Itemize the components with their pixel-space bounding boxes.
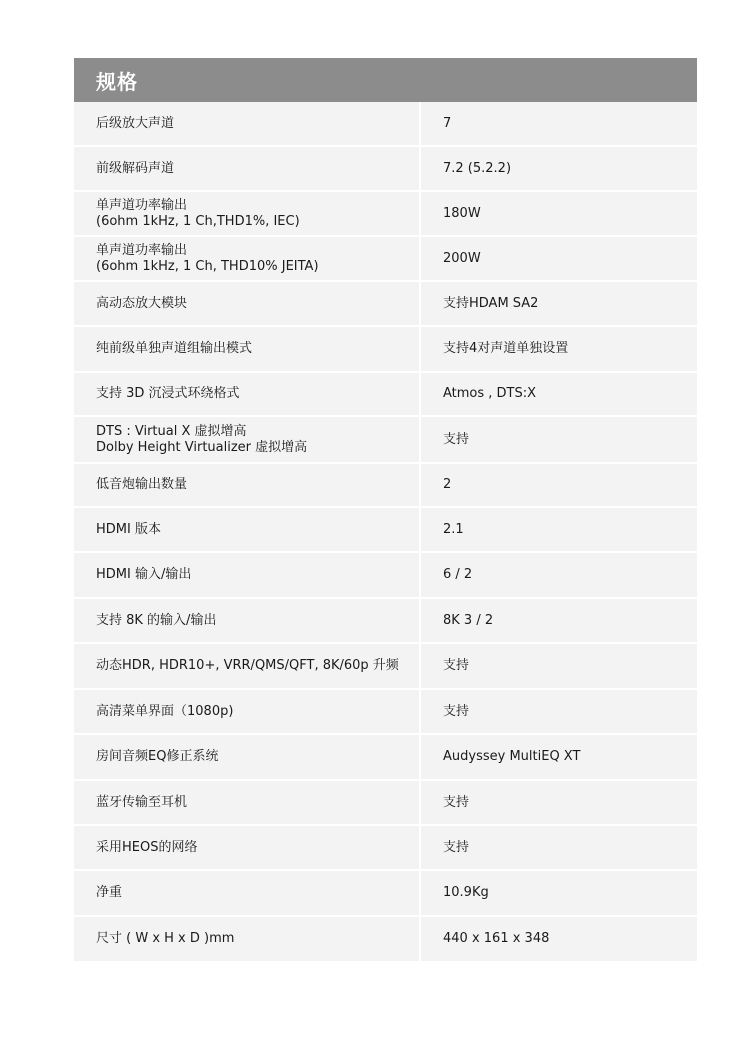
spec-row: [74, 102, 697, 146]
spec-row: [74, 281, 697, 326]
spec-label: 低音炮输出数量: [74, 463, 420, 507]
spec-value: 7: [420, 102, 697, 146]
spec-label: 采用HEOS的网络: [74, 825, 420, 870]
spec-value: 2.1: [420, 507, 697, 552]
spec-label: 纯前级单独声道组输出模式: [74, 326, 420, 372]
spec-value: 180W: [420, 191, 697, 236]
spec-label: DTS : Virtual X 虚拟增高 Dolby Height Virtualizer 虚拟增高: [74, 416, 420, 463]
spec-value: 200W: [420, 236, 697, 281]
spec-value: 支持: [420, 416, 697, 463]
spec-label: 净重: [74, 870, 420, 916]
spec-label: 房间音频EQ修正系统: [74, 734, 420, 780]
spec-row: [74, 598, 697, 643]
spec-row: [74, 507, 697, 552]
spec-row: [74, 916, 697, 961]
spec-label: 单声道功率输出 (6ohm 1kHz, 1 Ch, THD10% JEITA): [74, 236, 420, 281]
spec-header: [74, 58, 697, 102]
spec-label: 支持 8K 的输入/输出: [74, 598, 420, 643]
spec-title: 规格: [96, 69, 138, 94]
spec-value: 2: [420, 463, 697, 507]
spec-value: 支持HDAM SA2: [420, 281, 697, 326]
spec-row: [74, 372, 697, 416]
spec-row: [74, 643, 697, 689]
spec-row: [74, 236, 697, 281]
spec-label: 支持 3D 沉浸式环绕格式: [74, 372, 420, 416]
spec-table: [74, 102, 697, 961]
spec-row: [74, 146, 697, 191]
spec-row: [74, 689, 697, 734]
spec-label: 单声道功率输出 (6ohm 1kHz, 1 Ch,THD1%, IEC): [74, 191, 420, 236]
spec-value: 7.2 (5.2.2): [420, 146, 697, 191]
spec-value: 支持: [420, 643, 697, 689]
spec-value: 6 / 2: [420, 552, 697, 598]
spec-label: 高清菜单界面（1080p): [74, 689, 420, 734]
spec-label: 动态HDR, HDR10+, VRR/QMS/QFT, 8K/60p 升频: [74, 643, 420, 689]
spec-row: [74, 463, 697, 507]
spec-row: [74, 326, 697, 372]
spec-row: [74, 416, 697, 463]
spec-row: [74, 191, 697, 236]
spec-value: 8K 3 / 2: [420, 598, 697, 643]
spec-label: 蓝牙传输至耳机: [74, 780, 420, 825]
spec-label: 尺寸 ( W x H x D )mm: [74, 916, 420, 961]
spec-label: HDMI 输入/输出: [74, 552, 420, 598]
spec-value: Audyssey MultiEQ XT: [420, 734, 697, 780]
spec-row: [74, 734, 697, 780]
spec-value: 支持: [420, 780, 697, 825]
spec-label: 高动态放大模块: [74, 281, 420, 326]
spec-value: 10.9Kg: [420, 870, 697, 916]
spec-label: HDMI 版本: [74, 507, 420, 552]
spec-value: Atmos , DTS:X: [420, 372, 697, 416]
spec-card: [74, 58, 697, 961]
spec-row: [74, 552, 697, 598]
spec-row: [74, 825, 697, 870]
spec-label: 后级放大声道: [74, 102, 420, 146]
spec-row: [74, 780, 697, 825]
spec-value: 支持: [420, 825, 697, 870]
spec-row: [74, 870, 697, 916]
spec-label: 前级解码声道: [74, 146, 420, 191]
spec-value: 支持: [420, 689, 697, 734]
spec-value: 支持4对声道单独设置: [420, 326, 697, 372]
spec-value: 440 x 161 x 348: [420, 916, 697, 961]
